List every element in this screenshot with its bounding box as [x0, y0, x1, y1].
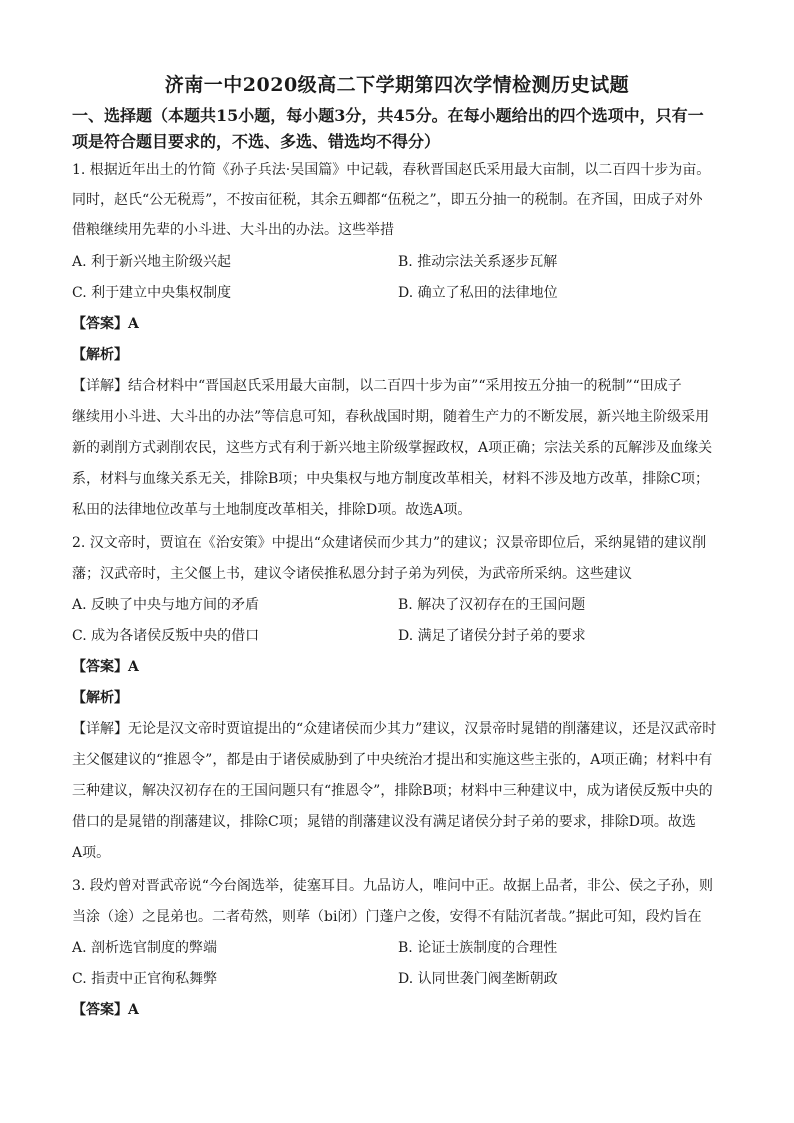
section-heading: [72, 103, 732, 155]
q3-option-d: D. 认同世袭门阀垄断朝政: [398, 971, 558, 987]
q1-answer: 【答案】A: [72, 316, 139, 332]
q2-detail-line-1: 【详解】无论是汉文帝时贾谊提出的“众建诸侯而少其力”建议，汉景帝时晁错的削藩建议，还是汉武帝时: [72, 721, 717, 737]
q2-option-a: A. 反映了中央与地方间的矛盾: [72, 597, 260, 613]
q1-detail-line-4: 系，材料与血缘关系无关，排除B项；中央集权与地方制度改革相关，材料不涉及地方改革，排除C项；: [72, 471, 709, 487]
q2-detail-line-2: 主父偃建议的“推恩令”，都是由于诸侯威胁到了中央统治才提出和实施这些主张的，A项正确；材料中有: [72, 752, 713, 768]
q1-detail-line-5: 私田的法律地位改革与土地制度改革相关，排除D项。故选A项。: [72, 502, 472, 518]
q1-option-a: A. 利于新兴地主阶级兴起: [72, 254, 232, 270]
q2-stem-line-1: 2. 汉文帝时，贾谊在《治安策》中提出“众建诸侯而少其力”的建议；汉景帝即位后，采纳晁错的建议削: [72, 535, 707, 551]
q3-option-a: A. 剖析选官制度的弊端: [72, 940, 218, 956]
q1-detail-line-3: 新的剥削方式剥削农民，这些方式有利于新兴地主阶级掌握政权，A项正确；宗法关系的瓦解涉及血缘关: [72, 440, 713, 456]
q2-detail-line-4: 借口的是晁错的削藩建议，排除C项；晁错的削藩建议没有满足诸侯分封子弟的要求，排除D项。故选: [72, 814, 696, 830]
q2-option-d: D. 满足了诸侯分封子弟的要求: [398, 628, 586, 644]
q1-stem-line-1: 1. 根据近年出土的竹简《孙子兵法·吴国篇》中记载，春秋晋国赵氏采用最大亩制，以二百四十步为亩。: [72, 162, 711, 178]
q1-stem-line-3: 借粮继续用先辈的小斗进、大斗出的办法。这些举措: [72, 222, 394, 238]
q1-stem-line-2: 同时，赵氏“公无税焉”，不按亩征税，其余五卿都“伍税之”，即五分抽一的税制。在齐国，田成子对外: [72, 192, 703, 208]
q3-option-c: C. 指责中正官徇私舞弊: [72, 971, 218, 987]
q1-detail-line-2: 继续用小斗进、大斗出的办法”等信息可知，春秋战国时期，随着生产力的不断发展，新兴地主阶级采用: [72, 409, 710, 425]
q1-detail-line-1: 【详解】结合材料中“晋国赵氏采用最大亩制，以二百四十步为亩”“采用按五分抽一的税制”“田成子: [72, 378, 682, 394]
q2-detail-line-5: A项。: [72, 845, 111, 861]
section-heading-line-2: 项是符合题目要求的，不选、多选、错选均不得分）: [72, 132, 441, 151]
q2-analysis-label: 【解析】: [72, 690, 128, 706]
q1-analysis-label: 【解析】: [72, 347, 128, 363]
q3-stem-line-1: 3. 段灼曾对晋武帝说“今台阁选举，徒塞耳目。九品访人，唯问中正。故据上品者，非公、侯之子孙，则: [72, 878, 713, 894]
q3-answer: 【答案】A: [72, 1002, 139, 1018]
q3-stem-line-2: 当涂（途）之昆弟也。二者苟然，则荜（bi闭）门蓬户之俊，安得不有陆沉者哉。”据此可知，段灼旨在: [72, 909, 702, 925]
q3-option-b: B. 论证士族制度的合理性: [398, 940, 558, 956]
exam-title: 济南一中2020级高二下学期第四次学情检测历史试题: [164, 74, 630, 96]
section-heading-line-1: 一、选择题（本题共15小题，每小题3分，共45分。在每小题给出的四个选项中，只有一: [72, 106, 704, 125]
q2-detail-line-3: 三种建议，解决汉初存在的王国问题只有“推恩令”，排除B项；材料中三种建议中，成为诸侯反叛中央的: [72, 783, 713, 799]
q1-option-d: D. 确立了私田的法律地位: [398, 285, 558, 301]
q1-option-b: B. 推动宗法关系逐步瓦解: [398, 254, 558, 270]
q1-option-c: C. 利于建立中央集权制度: [72, 285, 232, 301]
q2-stem-line-2: 藩；汉武帝时，主父偃上书，建议令诸侯推私恩分封子弟为列侯，为武帝所采纳。这些建议: [72, 566, 632, 582]
q2-option-b: B. 解决了汉初存在的王国问题: [398, 597, 586, 613]
q2-answer: 【答案】A: [72, 659, 139, 675]
q2-option-c: C. 成为各诸侯反叛中央的借口: [72, 628, 260, 644]
